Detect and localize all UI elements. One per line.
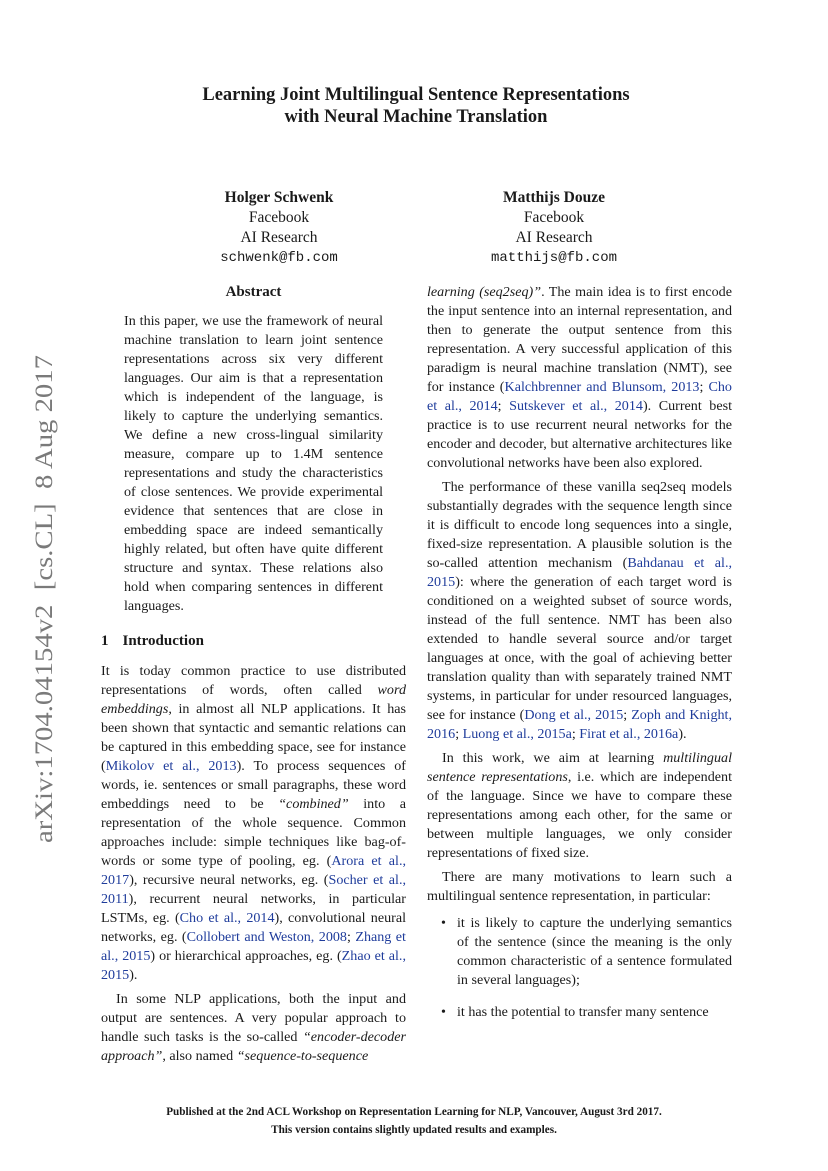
bullet-icon: •	[441, 1004, 446, 1020]
footnote-line-2: This version contains slightly updated results and examples.	[271, 1124, 557, 1136]
author-email[interactable]: matthijs@fb.com	[490, 250, 618, 266]
citation-link[interactable]: Mikolov et al., 2013	[105, 758, 237, 774]
citation-link[interactable]: Luong et al., 2015a	[462, 726, 572, 742]
citation-link[interactable]: Bahdanau et al., 2015	[427, 555, 732, 590]
author-name: Holger Schwenk	[224, 189, 334, 206]
motivation-list	[427, 914, 732, 1022]
citation-link[interactable]: Zoph and Knight, 2016	[427, 707, 732, 742]
abstract-text: In this paper, we use the framework of neural machine translation to learn joint sentence representations across six very different languages. Our aim is that a representation which is independent of the language, is likely to capture the underlying semantics. We define a new cross-lingual similarity measure, compare up to 1.4M sentence representations and study the characteristics of close sentences. We provide experimental evidence that sentences that are close in embedding space are indeed semantically highly related, but often have quite different structure and syntax. These relations also hold when comparing sentences in different languages.	[124, 313, 383, 614]
section-number: 1	[101, 633, 109, 649]
author-block-2	[424, 188, 684, 268]
author-block-1	[149, 188, 409, 268]
author-affiliation: Facebook	[523, 209, 585, 226]
section-heading-introduction	[101, 632, 406, 651]
intro-paragraph-3: The performance of these vanilla seq2seq models substantially degrades with the sequence length since it is difficult to encode long sequences into a single, fixed-size representation. A plausible solution is the so-called attention mechanism (Bahdanau et al., 2015): where the generation of each target word is conditioned on a weighted subset of source words, instead of the full sentence. NMT has been also extended to handle several source and/or target languages at once, with the goal of achieving better translation quality than with separately trained NMT systems, in particular for under resourced languages, see for instance (Dong et al., 2015; Zoph and Knight, 2016; Luong et al., 2015a; Firat et al., 2016a).	[427, 479, 732, 742]
author-affiliation: Facebook	[248, 209, 310, 226]
intro-paragraph-5: There are many motivations to learn such a multilingual sentence representation, in particular:	[427, 869, 732, 904]
citation-link[interactable]: Zhang et al., 2015	[101, 929, 406, 964]
right-column	[427, 283, 732, 1035]
bullet-icon: •	[441, 915, 446, 931]
publication-footnote	[60, 1103, 768, 1139]
intro-paragraph-2-continued: learning (seq2seq)”. The main idea is to first encode the input sentence into an internal representation, and then to generate the output sentence from this representation. A very successful application of this paradigm is neural machine translation (NMT), see for instance (Kalchbrenner and Blunsom, 2013; Cho et al., 2014; Sutskever et al., 2014). Current best practice is to use recurrent neural networks for the encoder and decoder, but alternative architectures like convolutional networks have been also explored.	[427, 284, 732, 471]
arxiv-stamp-text: arXiv:1704.04154v2 [cs.CL] 8 Aug 2017	[29, 409, 58, 843]
citation-link[interactable]: Arora et al., 2017	[101, 853, 407, 888]
arxiv-identifier-stamp	[8, 355, 68, 845]
citation-link[interactable]: Kalchbrenner and Blunsom, 2013	[504, 379, 700, 395]
intro-paragraph-1: It is today common practice to use distributed representations of words, often called word embeddings, in almost all NLP applications. It has been shown that syntactic and semantic relations can be captured in this embedding space, see for instance (Mikolov et al., 2013). To process sequences of words, ie. sentences or small paragraphs, these word embeddings need to be “combined” into a representation of the whole sequence. Common approaches include: simple techniques like bag-of-words or some type of pooling, eg. (Arora et al., 2017), recursive neural networks, eg. (Socher et al., 2011), recurrent neural networks, in particular LSTMs, eg. (Cho et al., 2014), convolutional neural networks, eg. (Collobert and Weston, 2008; Zhang et al., 2015) or hierarchical approaches, eg. (Zhao et al., 2015).	[101, 663, 407, 983]
list-item: • it is likely to capture the underlying semantics of the sentence (since the meaning is the only common characteristic of a sentence formulated in several languages);	[441, 915, 732, 988]
author-affiliation: AI Research	[240, 229, 318, 246]
citation-link[interactable]: Dong et al., 2015	[524, 707, 624, 723]
arxiv-stamp-graphic	[8, 355, 68, 845]
citation-link[interactable]: Sutskever et al., 2014	[509, 398, 643, 414]
intro-paragraph-2: In some NLP applications, both the input and output are sentences. A very popular approach to handle such tasks is the so-called “encoder-decoder approach”, also named “sequence-to-sequence	[101, 991, 406, 1064]
section-title: Introduction	[122, 633, 204, 649]
citation-link[interactable]: Firat et al., 2016a	[579, 726, 679, 742]
intro-paragraph-4: In this work, we aim at learning multilingual sentence representations, i.e. which are independent of the language. Since we have to compare these representations among each other, for the same or between multiple languages, we only consider representations of fixed size.	[427, 750, 732, 861]
author-affiliation: AI Research	[515, 229, 593, 246]
citation-link[interactable]: Cho et al., 2014	[179, 910, 275, 926]
citation-link[interactable]: Collobert and Weston, 2008	[186, 929, 347, 945]
citation-link[interactable]: Socher et al., 2011	[101, 872, 407, 907]
left-column	[101, 283, 406, 1066]
author-name: Matthijs Douze	[502, 189, 606, 206]
author-email[interactable]: schwenk@fb.com	[220, 250, 338, 266]
footnote-line-1: Published at the 2nd ACL Workshop on Representation Learning for NLP, Vancouver, August 3rd 2017.	[166, 1106, 662, 1118]
abstract-heading: Abstract	[225, 284, 282, 300]
citation-link[interactable]: Zhao et al., 2015	[101, 948, 406, 983]
title-line-2: with Neural Machine Translation	[284, 107, 548, 127]
list-item: • it has the potential to transfer many sentence	[441, 1004, 709, 1020]
citation-link[interactable]: Cho et al., 2014	[427, 379, 732, 414]
title-line-1: Learning Joint Multilingual Sentence Representations	[202, 85, 630, 105]
paper-title	[100, 84, 732, 128]
